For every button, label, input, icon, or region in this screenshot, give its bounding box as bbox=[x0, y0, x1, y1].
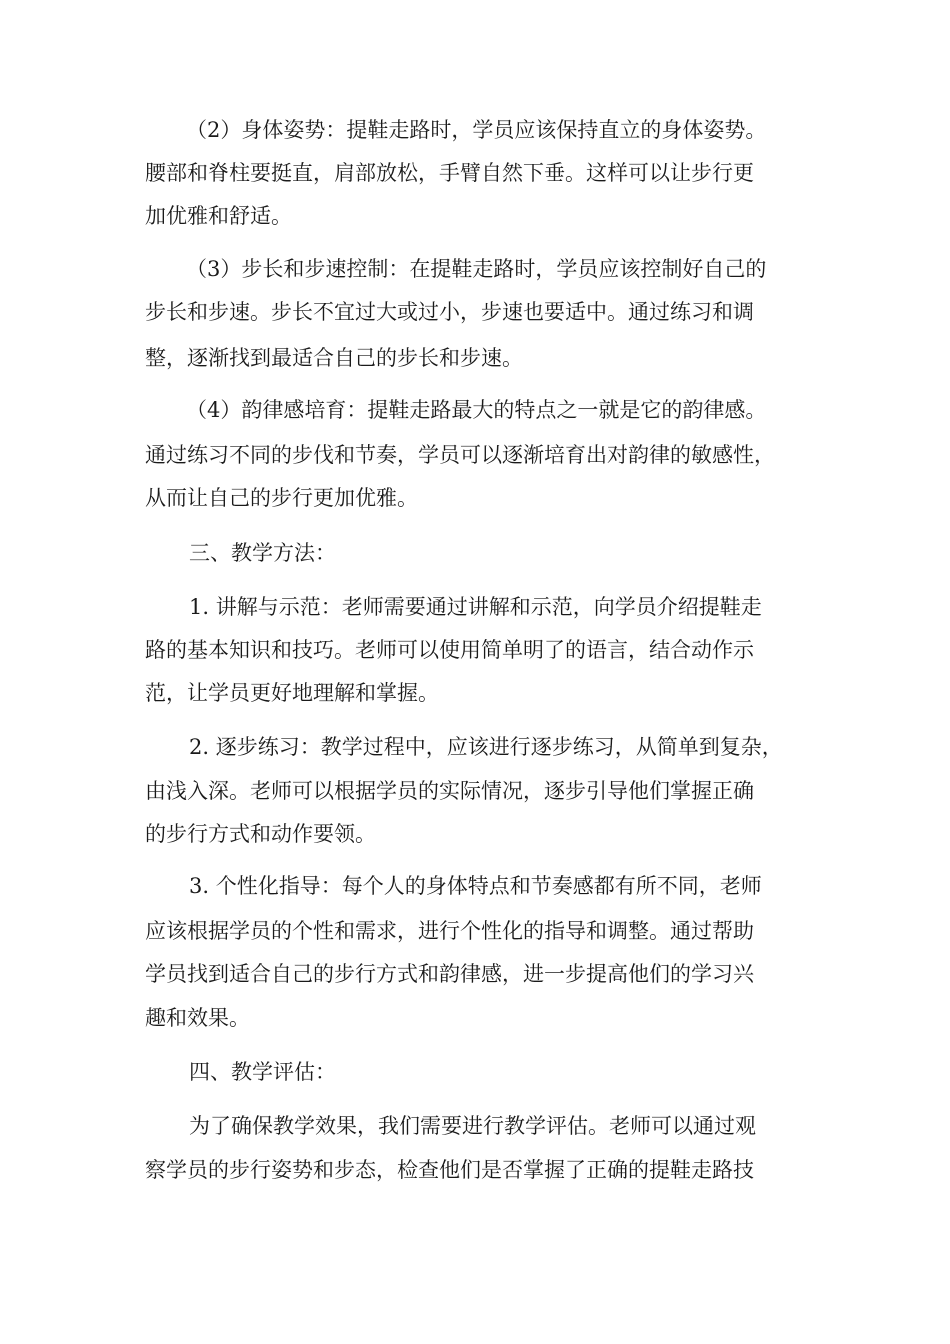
text-line: 2. 逐步练习：教学过程中，应该进行逐步练习，从简单到复杂， bbox=[189, 735, 783, 759]
text-line: 为了确保教学效果，我们需要进行教学评估。老师可以通过观 bbox=[189, 1114, 756, 1138]
section-heading-teaching-evaluation: 四、教学评估： bbox=[189, 1060, 336, 1084]
text-line: 3. 个性化指导：每个人的身体特点和节奏感都有所不同，老师 bbox=[189, 874, 762, 898]
text-line: 从而让自己的步行更加优雅。 bbox=[145, 486, 418, 510]
text-line: 步长和步速。步长不宜过大或过小，步速也要适中。通过练习和调 bbox=[145, 300, 754, 324]
section-heading-teaching-methods: 三、教学方法： bbox=[189, 541, 336, 565]
text-line: （3）步长和步速控制：在提鞋走路时，学员应该控制好自己的 bbox=[186, 257, 767, 281]
text-line: 学员找到适合自己的步行方式和韵律感，进一步提高他们的学习兴 bbox=[145, 962, 754, 986]
text-line: 趣和效果。 bbox=[145, 1006, 250, 1030]
text-line: 应该根据学员的个性和需求，进行个性化的指导和调整。通过帮助 bbox=[145, 919, 754, 943]
text-line: 腰部和脊柱要挺直，肩部放松，手臂自然下垂。这样可以让步行更 bbox=[145, 161, 754, 185]
text-line: 加优雅和舒适。 bbox=[145, 204, 292, 228]
text-line: 通过练习不同的步伐和节奏，学员可以逐渐培育出对韵律的敏感性， bbox=[145, 443, 775, 467]
text-line: 1. 讲解与示范：老师需要通过讲解和示范，向学员介绍提鞋走 bbox=[189, 595, 762, 619]
text-line: 整，逐渐找到最适合自己的步长和步速。 bbox=[145, 346, 523, 370]
text-line: 的步行方式和动作要领。 bbox=[145, 822, 376, 846]
text-line: 范，让学员更好地理解和掌握。 bbox=[145, 681, 439, 705]
text-line: （2）身体姿势：提鞋走路时，学员应该保持直立的身体姿势。 bbox=[186, 118, 767, 142]
text-line: 由浅入深。老师可以根据学员的实际情况，逐步引导他们掌握正确 bbox=[145, 779, 754, 803]
text-line: 察学员的步行姿势和步态，检查他们是否掌握了正确的提鞋走路技 bbox=[145, 1158, 754, 1182]
text-line: （4）韵律感培育：提鞋走路最大的特点之一就是它的韵律感。 bbox=[186, 398, 767, 422]
text-line: 路的基本知识和技巧。老师可以使用简单明了的语言，结合动作示 bbox=[145, 638, 754, 662]
